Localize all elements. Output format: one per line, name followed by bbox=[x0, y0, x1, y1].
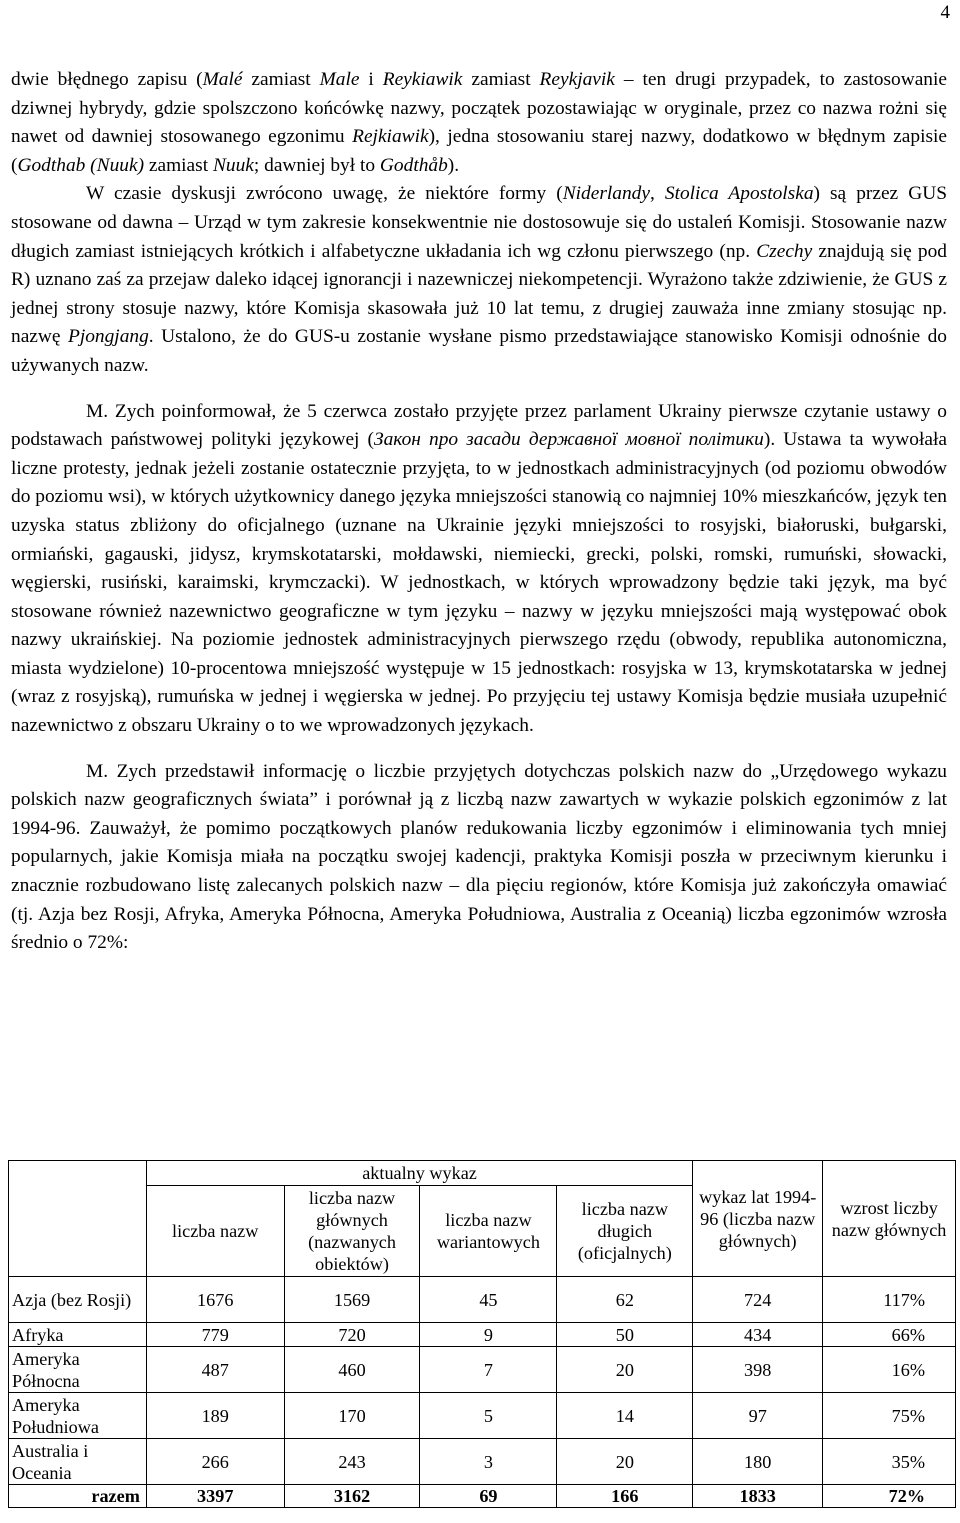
paragraph-1 bbox=[11, 66, 947, 180]
growth-cell: 75% bbox=[823, 1393, 956, 1439]
header-main-names: liczba nazw głównych (nazwanych obiektów) bbox=[284, 1186, 420, 1277]
total-names-cell: 779 bbox=[146, 1323, 284, 1347]
paragraph-3 bbox=[11, 398, 947, 741]
old-list-cell: 398 bbox=[693, 1347, 823, 1393]
old-list-cell: 97 bbox=[693, 1393, 823, 1439]
long-names-cell: 14 bbox=[557, 1393, 693, 1439]
text-run: zamiast bbox=[242, 69, 320, 90]
italic-text: Malé bbox=[202, 69, 243, 90]
text-run: – ten drugi przypadek, to zastosowanie dziwnej hybrydy, gdzie spolszczono końcówkę nazwy, początek pozostawiając w oryginale, przez co nazwa rożni się nawet od dawniej stosowanego egzonimu bbox=[11, 69, 947, 148]
italic-text: Stolica Apostolska bbox=[664, 183, 814, 205]
italic-text: Nuuk bbox=[212, 154, 254, 176]
main-names-cell: 720 bbox=[284, 1323, 420, 1347]
text-run: znajdują się pod R) uznano zaś za przejaw daleko idącej ignorancji i nazewniczej niekompetencji. Wyrażono także zdziwienie, że GUS z jednej strony stosuje nazwy, które Komisja skasowała już 10 lat temu, z drugiej zauważa inne zmiany stosując np. nazwę bbox=[11, 240, 947, 348]
header-total-names: liczba nazw bbox=[146, 1186, 284, 1277]
growth-cell: 66% bbox=[823, 1323, 956, 1347]
region-cell: Ameryka Południowa bbox=[9, 1393, 147, 1439]
text-run: ) są przez GUS stosowane od dawna – Urząd w tym zakresie konsekwentnie nie dostosowuje się do ustaleń Komisji. Stosowanie nazw długich zamiast istniejących krótkich i alfabetyczne układania ich wg członu pierwszego (np. bbox=[11, 183, 947, 262]
text-run: ). Ustawa ta wywołała liczne protesty, jednak jeżeli zostanie ostatecznie przyjęta, to w jednostkach administracyjnych (od poziomu obwodów do poziomu wsi), w których użytkownicy danego języka mniejszości stanowią co najmniej 10% mieszkańców, język ten uzyska status zbliżony do oficjalnego (uznane na Ukrainie języki mniejszości to rosyjski, białoruski, bułgarski, ormiański, gagauski, jidysz, krymskotatarski, mołdawski, niemiecki, grecki, polski, romski, rumuński, słowacki, węgierski, rusiński, karaimski, krymczacki). W jednostkach, w których wprowadzony będzie taki język, ma być stosowane również nazewnictwo geograficzne w tym języku – nazwy w języku mniejszości mają występować obok nazwy ukraińskiej. Na poziomie jednostek administracyjnych pierwszego rzędu (obwody, republika autonomiczna, miasta wydzielone) 10-procentowa mniejszość występuje w 15 jednostkach: rosyjska w 13, krymskotatarska w jednej (wraz z rosyjską), rumuńska w jednej i węgierska w jednej. Po przyjęciu tej ustawy Komisja będzie musiała uzupełnić nazewnictwo z obszaru Ukrainy o to we wprowadzonych językach. bbox=[11, 429, 947, 737]
long-names-cell: 166 bbox=[557, 1485, 693, 1508]
italic-text: Czechy bbox=[756, 240, 813, 262]
italic-text: Godthab (Nuuk) bbox=[17, 154, 145, 176]
text-run: . Ustalono, że do GUS-u zostanie wysłane pismo przedstawiające stanowisko Komisji odnośnie do używanych nazw. bbox=[11, 326, 947, 376]
old-list-cell: 724 bbox=[693, 1277, 823, 1323]
text-run: , bbox=[649, 183, 665, 205]
text-run: ; dawniej był to bbox=[253, 154, 380, 176]
growth-cell: 35% bbox=[823, 1439, 956, 1485]
old-list-cell: 180 bbox=[693, 1439, 823, 1485]
region-cell: Afryka bbox=[9, 1323, 147, 1347]
total-names-cell: 266 bbox=[146, 1439, 284, 1485]
old-list-cell: 1833 bbox=[693, 1485, 823, 1508]
main-names-cell: 1569 bbox=[284, 1277, 420, 1323]
italic-text: Pjongjang bbox=[67, 326, 149, 348]
growth-cell: 72% bbox=[823, 1485, 956, 1508]
header-old-list: wykaz lat 1994-96 (liczba nazw głównych) bbox=[693, 1161, 823, 1277]
table-row bbox=[9, 1347, 956, 1393]
text-run: ). bbox=[447, 154, 460, 176]
main-names-cell: 170 bbox=[284, 1393, 420, 1439]
text-run: zamiast bbox=[462, 69, 540, 90]
long-names-cell: 20 bbox=[557, 1347, 693, 1393]
region-cell: Azja (bez Rosji) bbox=[9, 1277, 147, 1323]
table-row bbox=[9, 1277, 956, 1323]
total-names-cell: 189 bbox=[146, 1393, 284, 1439]
variant-names-cell: 5 bbox=[420, 1393, 557, 1439]
exonym-statistics-table bbox=[8, 1160, 956, 1508]
long-names-cell: 62 bbox=[557, 1277, 693, 1323]
italic-text: Niderlandy bbox=[562, 183, 650, 205]
page-number: 4 bbox=[940, 2, 950, 23]
body-text bbox=[11, 66, 947, 958]
long-names-cell: 20 bbox=[557, 1439, 693, 1485]
growth-cell: 117% bbox=[823, 1277, 956, 1323]
table-row bbox=[9, 1323, 956, 1347]
total-names-cell: 3397 bbox=[146, 1485, 284, 1508]
text-run: M. Zych poinformował, że 5 czerwca zostało przyjęte przez parlament Ukrainy pierwsze czytanie ustawy o podstawach państwowej polityki językowej ( bbox=[11, 400, 947, 451]
table-row bbox=[9, 1439, 956, 1485]
variant-names-cell: 69 bbox=[420, 1485, 557, 1508]
variant-names-cell: 45 bbox=[420, 1277, 557, 1323]
paragraph-2 bbox=[11, 180, 947, 380]
text-run: ), jedna stosowaniu starej nazwy, dodatkowo w błędnym zapisie ( bbox=[11, 126, 948, 176]
italic-text: Rejkiawik bbox=[352, 126, 429, 148]
table-row bbox=[9, 1393, 956, 1439]
table-total-row bbox=[9, 1485, 956, 1508]
total-label: razem bbox=[9, 1485, 147, 1508]
text-run: M. Zych przedstawił informację o liczbie przyjętych dotychczas polskich nazw do „Urzędowego wykazu polskich nazw geograficznych świata” i porównał ją z liczbą nazw zawartych w wykazie polskich egzonimów z lat 1994-96. Zauważył, że pomimo początkowych planów redukowania liczby egzonimów i eliminowania tych mniej popularnych, jakie Komisja miała na początku swojej kadencji, praktyka Komisji poszła w przeciwnym kierunku i znacznie rozbudowano listę zalecanych polskich nazw – dla pięciu regionów, które Komisja już zakończyła omawiać (tj. Azja bez Rosji, Afryka, Ameryka Północna, Ameryka Południowa, Australia z Oceanią) liczba egzonimów wzrosła średnio o 72%: bbox=[11, 760, 947, 954]
old-list-cell: 434 bbox=[693, 1323, 823, 1347]
header-growth: wzrost liczby nazw głównych bbox=[823, 1161, 956, 1277]
paragraph-4 bbox=[11, 758, 947, 958]
main-names-cell: 3162 bbox=[284, 1485, 420, 1508]
italic-text: Godthåb bbox=[379, 154, 448, 176]
variant-names-cell: 9 bbox=[420, 1323, 557, 1347]
header-current-list: aktualny wykaz bbox=[146, 1161, 692, 1186]
text-run: i bbox=[359, 69, 383, 90]
text-run: zamiast bbox=[144, 154, 213, 176]
region-cell: Ameryka Północna bbox=[9, 1347, 147, 1393]
italic-text: Male bbox=[319, 69, 360, 90]
growth-cell: 16% bbox=[823, 1347, 956, 1393]
header-region bbox=[9, 1161, 147, 1277]
variant-names-cell: 3 bbox=[420, 1439, 557, 1485]
text-run: W czasie dyskusji zwrócono uwagę, że niektóre formy ( bbox=[86, 183, 563, 205]
main-names-cell: 460 bbox=[284, 1347, 420, 1393]
italic-text: Reykiawik bbox=[382, 69, 463, 90]
main-names-cell: 243 bbox=[284, 1439, 420, 1485]
header-variant-names: liczba nazw wariantowych bbox=[420, 1186, 557, 1277]
variant-names-cell: 7 bbox=[420, 1347, 557, 1393]
region-cell: Australia i Oceania bbox=[9, 1439, 147, 1485]
italic-text: Reykjavik bbox=[539, 69, 615, 90]
long-names-cell: 50 bbox=[557, 1323, 693, 1347]
text-run: dwie błędnego zapisu ( bbox=[11, 69, 203, 90]
header-long-names: liczba nazw długich (oficjalnych) bbox=[557, 1186, 693, 1277]
total-names-cell: 1676 bbox=[146, 1277, 284, 1323]
table-header-row-1 bbox=[9, 1161, 956, 1186]
italic-text: Закон про засади державної мовної політики bbox=[373, 429, 764, 451]
total-names-cell: 487 bbox=[146, 1347, 284, 1393]
